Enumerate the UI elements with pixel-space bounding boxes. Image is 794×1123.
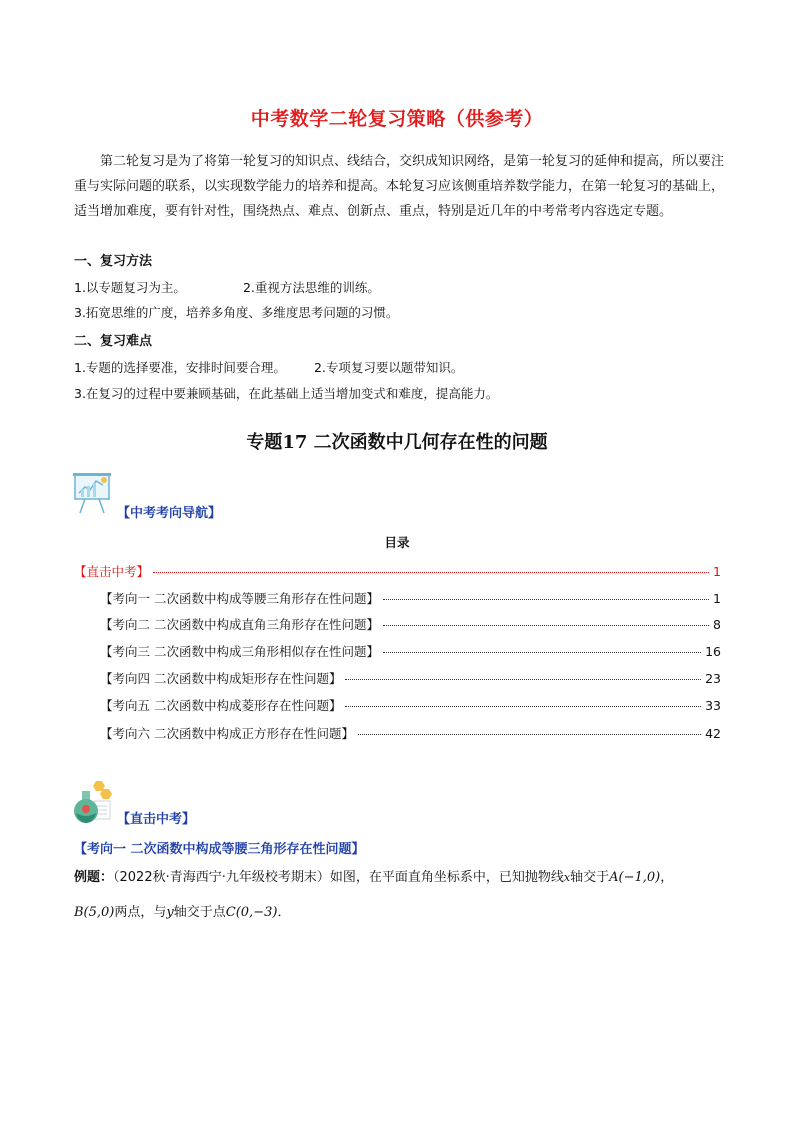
toc-leader-dots: [345, 706, 701, 707]
toc-entry-page: 16: [705, 644, 721, 659]
example-text-2: 轴交于: [570, 870, 610, 885]
example-text-1: （2022秋·青海西宁·九年级校考期末）如图，在平面直角坐标系中，已知抛物线: [113, 870, 564, 885]
toc-entry-page: 8: [713, 617, 721, 632]
toc-entry-label: 【考向一 二次函数中构成等腰三角形存在性问题】: [100, 591, 379, 606]
difficulties-item-1: 1.专题的选择要准，安排时间要合理。: [74, 360, 286, 375]
methods-item-3: 3.拓宽思维的广度，培养多角度、多维度思考问题的习惯。: [74, 305, 399, 320]
toc-entry-page: 23: [705, 671, 721, 686]
math-y: y: [166, 905, 174, 920]
topic-title: 专题17 二次函数中几何存在性的问题: [246, 432, 548, 453]
direction-one-heading: 【考向一 二次函数中构成等腰三角形存在性问题】: [74, 842, 365, 857]
toc-leader-dots: [345, 679, 701, 680]
toc-entry[interactable]: [100, 615, 721, 633]
section-heading-difficulties: 二、复习难点: [74, 334, 153, 349]
presentation-board-icon: [73, 471, 113, 515]
example-text-4: 轴交于点: [173, 905, 226, 920]
toc-entry[interactable]: [100, 642, 721, 660]
example-line-1: [74, 864, 734, 892]
toc-entry-label: 【考向四 二次函数中构成矩形存在性问题】: [100, 671, 342, 686]
page-title: 中考数学二轮复习策略（供参考）: [250, 108, 544, 130]
toc-entry[interactable]: [100, 696, 721, 714]
point-b: B(5,0): [74, 905, 115, 920]
zhiji-label: 【直击中考】: [117, 812, 196, 827]
example-line-2: [74, 899, 734, 927]
toc-title: 目录: [384, 535, 410, 550]
difficulties-line-1: [74, 358, 463, 376]
toc-leader-dots: [383, 599, 709, 600]
intro-paragraph: 第二轮复习是为了将第一轮复习的知识点、线结合，交织成知识网络，是第一轮复习的延伸和提高，所以要注重与实际问题的联系，以实现数学能力的培养和提高。本轮复习应该侧重培养数学能力，在第一轮复习的基础上，适当增加难度，要有针对性，围绕热点、难点、创新点、重点，特别是近几年的中考常考内容选定专题。: [74, 154, 725, 219]
point-a: A(−1,0): [609, 870, 661, 885]
example-prefix: 例题：: [74, 870, 114, 885]
methods-item-2: 2.重视方法思维的训练。: [242, 280, 380, 295]
toc-entry-label: 【考向六 二次函数中构成正方形存在性问题】: [100, 726, 354, 741]
example-end: ．: [277, 905, 291, 920]
toc-leader-dots: [153, 572, 709, 573]
toc-entry-label: 【直击中考】: [74, 564, 150, 579]
nav-label: 【中考考向导航】: [117, 506, 222, 521]
toc-entry[interactable]: [100, 724, 721, 742]
methods-line-1: [74, 278, 380, 296]
toc-entry-label: 【考向三 二次函数中构成三角形相似存在性问题】: [100, 644, 379, 659]
toc-leader-dots: [358, 734, 701, 735]
methods-item-1: 1.以专题复习为主。: [74, 280, 186, 295]
toc-entry[interactable]: [74, 562, 721, 580]
toc-leader-dots: [383, 625, 709, 626]
chemistry-flask-icon: [72, 779, 112, 825]
toc-leader-dots: [383, 652, 701, 653]
toc-entry-page: 1: [713, 591, 721, 606]
example-sep: ，: [660, 870, 674, 885]
toc-entry-page: 1: [713, 564, 721, 579]
math-x: x: [563, 871, 571, 884]
point-c: C(0,−3): [225, 905, 278, 920]
example-text-3: 两点，与: [114, 905, 167, 920]
toc-entry-page: 33: [705, 698, 721, 713]
toc-entry-page: 42: [705, 726, 721, 741]
difficulties-item-2: 2.专项复习要以题带知识。: [313, 360, 464, 375]
toc-entry[interactable]: [100, 669, 721, 687]
toc-entry[interactable]: [100, 589, 721, 607]
toc-entry-label: 【考向二 二次函数中构成直角三角形存在性问题】: [100, 617, 379, 632]
section-heading-methods: 一、复习方法: [74, 254, 153, 269]
difficulties-item-3: 3.在复习的过程中要兼顾基础，在此基础上适当增加变式和难度，提高能力。: [74, 386, 499, 401]
toc-entry-label: 【考向五 二次函数中构成菱形存在性问题】: [100, 698, 342, 713]
